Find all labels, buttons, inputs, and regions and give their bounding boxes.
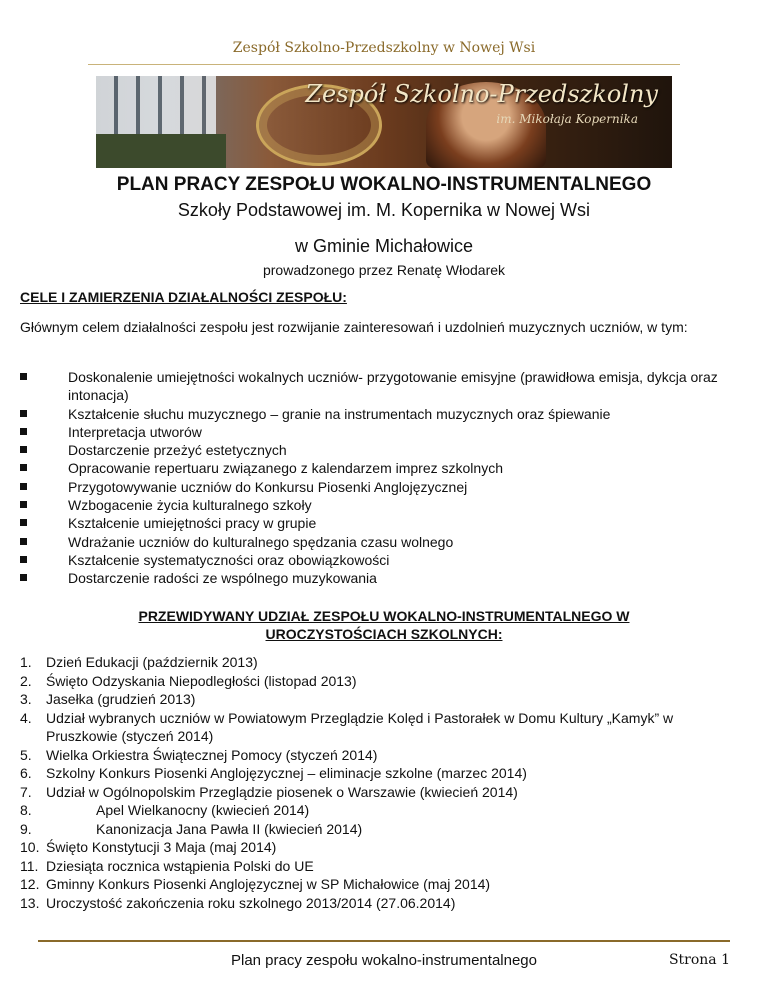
list-item-text: Święto Odzyskania Niepodległości (listopad 2013) — [46, 672, 357, 689]
bullet-square-icon — [20, 538, 27, 545]
events-heading-line1: PRZEWIDYWANY UDZIAŁ ZESPOŁU WOKALNO-INSTRUMENTALNEGO W — [138, 608, 630, 624]
list-item-text: Udział wybranych uczniów w Powiatowym Przeglądzie Kolęd i Pastorałek w Domu Kultury „Kamyk” w Pruszkowie (styczeń 2014) — [46, 709, 674, 744]
item-number: 6. — [20, 765, 32, 781]
header-divider — [88, 64, 680, 65]
footer-title: Plan pracy zespołu wokalno-instrumentalnego — [230, 952, 537, 969]
list-item-text: Szkolny Konkurs Piosenki Anglojęzycznej – eliminacje szkolne (marzec 2014) — [46, 765, 527, 781]
list-item — [20, 459, 720, 477]
bullet-square-icon — [20, 446, 27, 453]
list-item-text: Przygotowywanie uczniów do Konkursu Piosenki Anglojęzycznej — [68, 478, 468, 495]
bullet-square-icon — [20, 519, 27, 526]
bullet-square-icon — [20, 464, 27, 471]
list-item-text: Dostarczenie przeżyć estetycznych — [68, 442, 287, 459]
list-item-text: Dziesiąta rocznica wstąpienia Polski do UE — [46, 857, 314, 874]
list-item — [20, 514, 720, 532]
bullet-square-icon — [20, 428, 27, 435]
list-item-text: Apel Wielkanocny (kwiecień 2014) — [96, 802, 310, 818]
banner-title: Zespół Szkolno-Przedszkolny — [305, 80, 658, 108]
events-heading-line2: UROCZYSTOŚCIACH SZKOLNYCH: — [265, 626, 503, 642]
footer-divider — [38, 940, 730, 942]
list-item-text: Interpretacja utworów — [68, 423, 202, 440]
banner-subtitle: im. Mikołaja Kopernika — [496, 112, 638, 126]
list-item — [20, 746, 740, 765]
item-number: 1. — [20, 654, 32, 670]
list-item — [20, 690, 740, 709]
bullet-square-icon — [20, 483, 27, 490]
page-number: Strona 1 — [668, 952, 730, 968]
trees-graphic — [96, 134, 226, 168]
bullet-square-icon — [20, 373, 27, 380]
goals-intro: Głównym celem działalności zespołu jest rozwijanie zainteresowań i uzdolnień muzycznych uczniów, w tym: — [20, 319, 688, 335]
item-number: 8. — [20, 802, 32, 818]
list-item — [20, 857, 740, 876]
events-heading — [0, 607, 768, 643]
document-subtitle: Szkoły Podstawowej im. M. Kopernika w Nowej Wsi — [177, 200, 591, 220]
list-item — [20, 820, 740, 839]
list-item-text: Dzień Edukacji (październik 2013) — [46, 654, 258, 670]
goals-heading: CELE I ZAMIERZENIA DZIAŁALNOŚCI ZESPOŁU: — [20, 289, 347, 305]
list-item — [20, 496, 720, 514]
list-item-text: Opracowanie repertuaru związanego z kalendarzem imprez szkolnych — [68, 460, 503, 477]
list-item-text: Jasełka (grudzień 2013) — [46, 691, 196, 707]
list-item-text: Wielka Orkiestra Świątecznej Pomocy (styczeń 2014) — [46, 746, 378, 763]
list-item — [20, 368, 720, 405]
item-number: 13. — [20, 894, 40, 911]
list-item — [20, 441, 720, 459]
list-item — [20, 569, 720, 587]
document-title: PLAN PRACY ZESPOŁU WOKALNO-INSTRUMENTALNEGO — [116, 174, 652, 195]
item-number: 9. — [20, 820, 32, 837]
bullet-square-icon — [20, 410, 27, 417]
list-item-text: Doskonalenie umiejętności wokalnych uczniów- przygotowanie emisyjne (prawidłowa emisja, dykcja oraz intonacja) — [68, 369, 718, 404]
item-number: 3. — [20, 691, 32, 707]
list-item — [20, 653, 740, 672]
list-item — [20, 533, 720, 551]
school-banner-image — [96, 76, 672, 168]
list-item-text: Święto Konstytucji 3 Maja (maj 2014) — [46, 839, 277, 855]
document-author: prowadzonego przez Renatę Włodarek — [262, 262, 506, 278]
list-item-text: Uroczystość zakończenia roku szkolnego 2013/2014 (27.06.2014) — [46, 894, 456, 911]
document-location: w Gminie Michałowice — [294, 236, 474, 256]
list-item-text: Wdrażanie uczniów do kulturalnego spędzania czasu wolnego — [68, 533, 454, 550]
list-item — [20, 894, 740, 913]
bullet-square-icon — [20, 501, 27, 508]
list-item-text: Kształcenie słuchu muzycznego – granie na instrumentach muzycznych oraz śpiewanie — [68, 405, 611, 422]
list-item — [20, 709, 740, 746]
item-number: 5. — [20, 746, 32, 763]
list-item-text: Udział w Ogólnopolskim Przeglądzie piosenek o Warszawie (kwiecień 2014) — [46, 783, 518, 800]
bullet-square-icon — [20, 556, 27, 563]
page-header: Zespół Szkolno-Przedszkolny w Nowej Wsi — [232, 40, 536, 56]
goals-list — [20, 368, 720, 588]
list-item — [20, 423, 720, 441]
list-item — [20, 672, 740, 691]
list-item — [20, 764, 740, 783]
item-number: 2. — [20, 672, 32, 689]
bullet-square-icon — [20, 574, 27, 581]
list-item — [20, 783, 740, 802]
list-item — [20, 478, 720, 496]
item-number: 12. — [20, 876, 40, 892]
list-item-text: Kształcenie systematyczności oraz obowiązkowości — [68, 551, 390, 568]
item-number: 10. — [20, 839, 40, 855]
events-list — [20, 653, 740, 912]
list-item — [20, 801, 740, 820]
list-item-text: Kształcenie umiejętności pracy w grupie — [68, 515, 317, 532]
list-item-text: Dostarczenie radości ze wspólnego muzykowania — [68, 570, 377, 587]
list-item-text: Kanonizacja Jana Pawła II (kwiecień 2014) — [96, 820, 363, 837]
list-item-text: Gminny Konkurs Piosenki Anglojęzycznej w SP Michałowice (maj 2014) — [46, 876, 491, 892]
list-item — [20, 405, 720, 423]
list-item — [20, 875, 740, 894]
list-item-text: Wzbogacenie życia kulturalnego szkoły — [68, 497, 312, 514]
list-item — [20, 838, 740, 857]
list-item — [20, 551, 720, 569]
item-number: 11. — [20, 857, 39, 874]
item-number: 4. — [20, 709, 32, 726]
item-number: 7. — [20, 783, 32, 800]
